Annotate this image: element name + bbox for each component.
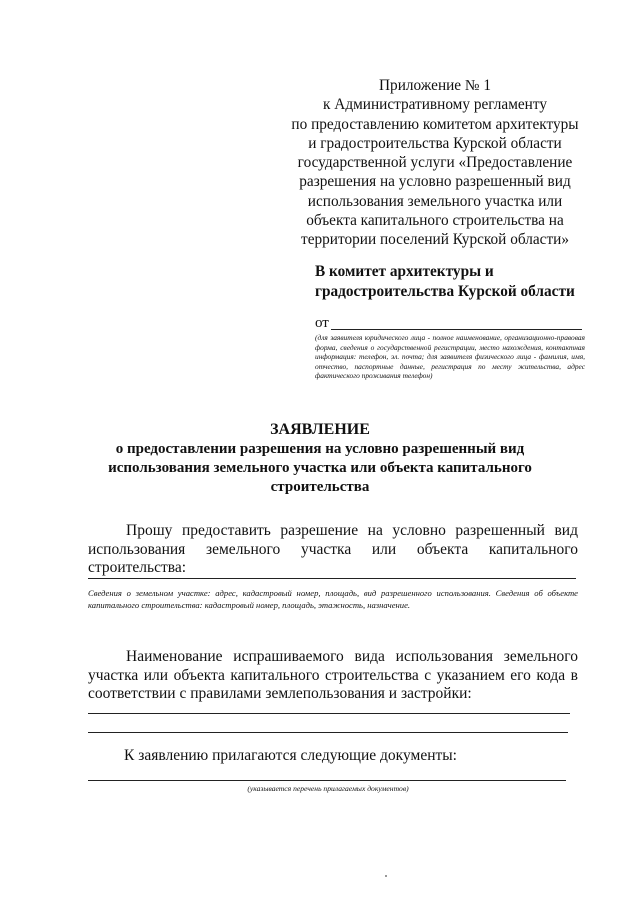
- appendix-line: и градостроительства Курской области: [308, 134, 562, 152]
- attachments-paragraph: [124, 747, 584, 766]
- addressee-line: В комитет архитектуры и: [315, 263, 494, 280]
- title-sub-line: строительства: [270, 479, 370, 495]
- requested-use-line: участка или объекта капитального строительства с указанием его кода в: [88, 666, 578, 684]
- from-hint: (для заявителя юридического лица - полное наименование, организационно-правовая форма, сведения о государственной регистрации, место нахождения, контактная информация: телефон, эл. почта; для заявителя физического лица - фамилия, имя, отчество, паспортные данные, регистрация по месту жительства, адрес фактического проживания телефон): [315, 333, 585, 381]
- appendix-line: использования земельного участка или: [307, 192, 563, 210]
- title-sub-line: о предоставлении разрешения на условно разрешенный вид: [115, 441, 525, 457]
- requested-use-input-line[interactable]: [88, 732, 568, 733]
- requested-use-paragraph: [88, 648, 578, 704]
- request-hint: Сведения о земельном участке: адрес, кадастровый номер, площадь, вид разрешенного использования. Сведения об объекте капитального строительства: кадастровый номер, площадь, этажность, назначение.: [88, 588, 578, 610]
- request-input-line[interactable]: [88, 578, 576, 579]
- addressee-line: градостроительства Курской области: [315, 283, 575, 300]
- request-line: использования земельного участка или объекта капитального: [88, 540, 578, 558]
- document-title: [0, 420, 640, 497]
- attachments-hint: (указывается перечень прилагаемых документов): [247, 784, 409, 793]
- appendix-header: [290, 76, 580, 250]
- title-sub-line: использования земельного участка или объекта капитального: [108, 460, 532, 476]
- scan-speck: [385, 875, 387, 877]
- request-line: Прошу предоставить разрешение на условно разрешенный вид: [126, 522, 578, 539]
- attachments-text: К заявлению прилагаются следующие документы:: [124, 747, 457, 764]
- appendix-line: к Административному регламенту: [323, 96, 547, 114]
- from-label: от: [315, 315, 329, 331]
- appendix-line: по предоставлению комитетом архитектуры: [291, 115, 579, 133]
- appendix-line: разрешения на условно разрешенный вид: [299, 173, 571, 191]
- from-field[interactable]: [315, 315, 582, 332]
- from-underline: [331, 329, 582, 330]
- appendix-line: объекта капитального строительства на: [306, 212, 564, 230]
- addressee: [315, 262, 595, 302]
- appendix-line: территории поселений Курской области»: [301, 231, 569, 249]
- request-line: строительства:: [88, 559, 187, 576]
- requested-use-input-line[interactable]: [88, 713, 570, 714]
- request-paragraph: [88, 522, 578, 578]
- appendix-line: государственной услуги «Предоставление: [297, 154, 573, 172]
- requested-use-line: Наименование испрашиваемого вида использования земельного: [126, 648, 578, 665]
- appendix-line: Приложение № 1: [379, 77, 491, 94]
- attachments-input-line[interactable]: [88, 780, 566, 781]
- requested-use-line: соответствии с правилами землепользования и застройки:: [88, 685, 472, 702]
- title-main: ЗАЯВЛЕНИЕ: [270, 421, 370, 438]
